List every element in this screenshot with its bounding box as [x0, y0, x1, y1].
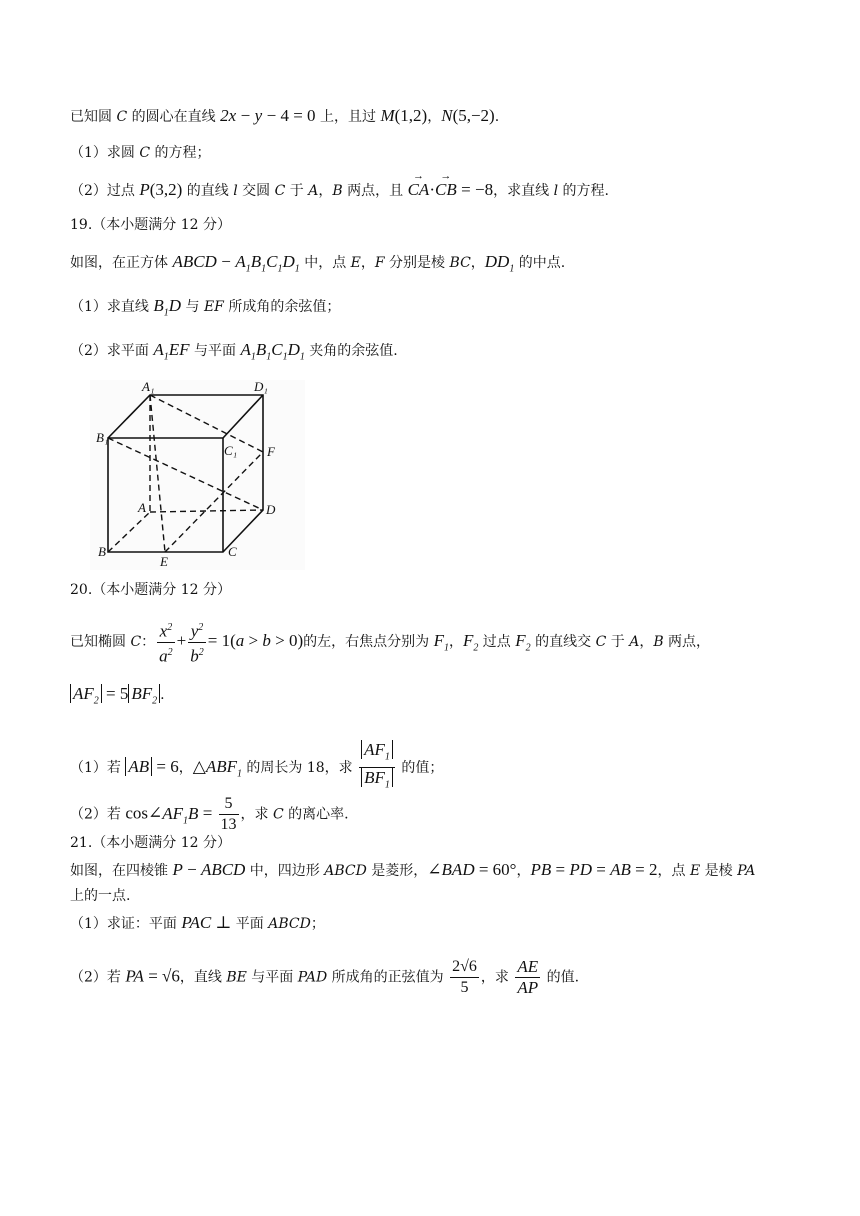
- problem-19-part-1: （1）求直线 $B_1D$ 与 EF 所成角的余弦值；: [70, 296, 341, 319]
- problem-19-part-2: （2）求平面 $A_1EF$ 与平面 $A_1B_1C_1D_1$ 夹角的余弦值.: [70, 340, 398, 363]
- label-F: F: [267, 444, 275, 459]
- problem-20-part-2: （2）若 $\cos\angle AF_1B$ = $\frac{5}{13}$ ，求 C 的离心率.: [70, 795, 349, 833]
- label-B1: B₁: [96, 430, 109, 445]
- problem-18-part-2: （2）过点 P(3,2) 的直线 l 交圆 C 于 A，B 两点，且 → CA·→ CB = −8，求直线 l 的方程.: [70, 180, 609, 201]
- label-D: D: [266, 502, 276, 517]
- problem-20-part-1: （1）若 AB = 6，$\triangle ABF_1$ 的周长为 18，求 $\frac{AF_1}{BF_1}$ 的值；: [70, 740, 444, 791]
- problem-21-header: 21.（本小题满分 12 分）: [70, 835, 231, 851]
- label-B: B: [98, 544, 106, 559]
- problem-21-part-1: （1）求证：平面 PAC ⊥ 平面 ABCD；: [70, 913, 325, 932]
- problem-20-condition: $AF_2 = 5$ $BF_2$ .: [70, 684, 165, 711]
- label-C: C: [228, 544, 237, 559]
- label-E: E: [160, 554, 168, 569]
- problem-20-statement: 已知椭圆 C： $\frac{x^2}{a^2}$ + $\frac{y^2}{b^2}$ = 1(a > b > 0)的左，右焦点分别为 $F_1$，$F_2$ 过点 $F_2$ 的直线交 C 于 A，B 两点，: [70, 618, 710, 666]
- problem-19-header: 19.（本小题满分 12 分）: [70, 217, 231, 233]
- problem-21-statement: 如图，在四棱锥 P − ABCD 中，四边形 ABCD 是菱形，∠BAD = 60°，PB = PD = AB = 2，点 E 是棱 PA: [70, 860, 756, 879]
- label-D1: D₁: [254, 380, 268, 394]
- cube-figure: [90, 380, 305, 570]
- problem-21-statement-cont: 上的一点.: [70, 888, 131, 904]
- label-C1: C₁: [224, 443, 238, 458]
- problem-18-part-1: （1）求圆 C 的方程；: [70, 145, 211, 161]
- problem-18-statement: 已知圆 C 的圆心在直线 2x − y − 4 = 0 上，且过 M(1,2)，N(5,−2).: [70, 106, 500, 125]
- problem-21-part-2: （2）若 PA = √6，直线 BE 与平面 PAD 所成角的正弦值为 $\frac{2√6}{5}$ ，求 $\frac{AE}{AP}$ 的值.: [70, 957, 580, 997]
- label-A: A: [138, 500, 146, 515]
- problem-20-header: 20.（本小题满分 12 分）: [70, 582, 231, 598]
- problem-19-statement: 如图，在正方体 ABCD − $A_1B_1C_1D_1$ 中，点 E，F 分别是棱 BC，$DD_1$ 的中点.: [70, 252, 566, 275]
- label-A1: A₁: [142, 380, 155, 394]
